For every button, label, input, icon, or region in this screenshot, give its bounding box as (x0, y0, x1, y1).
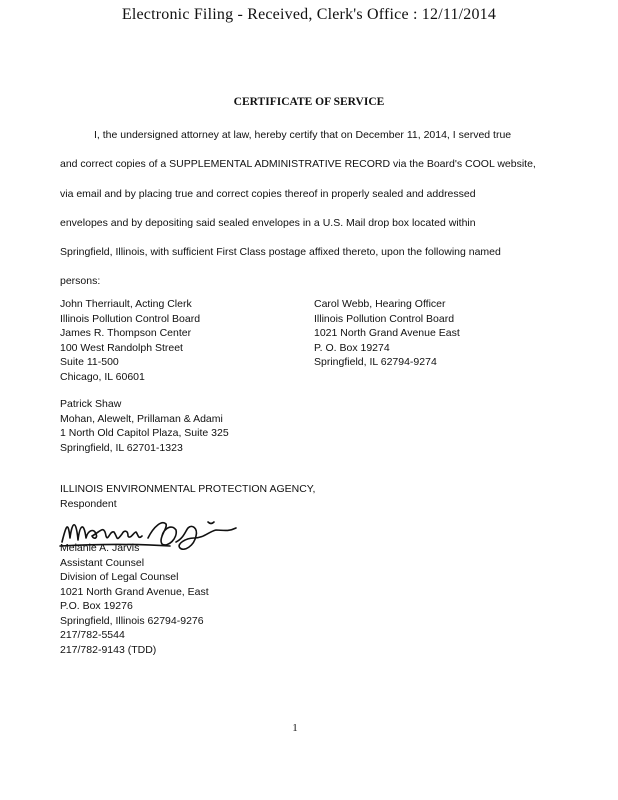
address-line: Chicago, IL 60601 (60, 370, 145, 383)
signature-stroke (62, 525, 142, 542)
address-line: Springfield, IL 62794-9274 (314, 356, 437, 368)
certificate-body (60, 121, 548, 297)
address-line: 100 West Randolph Street (60, 341, 183, 354)
address-line: Carol Webb, Hearing Officer (314, 298, 446, 310)
address-line: 1 North Old Capitol Plaza, Suite 325 (60, 427, 229, 439)
signer-line: 217/782-9143 (TDD) (60, 643, 157, 656)
recipient-hearing-officer-address (314, 297, 460, 370)
address-line: Illinois Pollution Control Board (314, 312, 455, 325)
address-line: John Therriault, Acting Clerk (60, 298, 192, 310)
agency-role: Respondent (60, 497, 117, 510)
body-line: Springfield, Illinois, with sufficient First Class postage affixed thereto, upon the following named (60, 246, 501, 259)
agency-block (60, 482, 315, 511)
body-line: and correct copies of a SUPPLEMENTAL ADMINISTRATIVE RECORD via the Board's COOL website, (60, 158, 536, 171)
body-line: envelopes and by depositing said sealed envelopes in a U.S. Mail drop box located within (60, 216, 476, 229)
address-line: Mohan, Alewelt, Prillaman & Adami (60, 412, 223, 425)
body-line: I, the undersigned attorney at law, hereby certify that on December 11, 2014, I served true (94, 129, 512, 141)
signer-line: Springfield, Illinois 62794-9276 (60, 614, 204, 627)
recipient-shaw-address (60, 397, 229, 455)
filing-stamp: Electronic Filing - Received, Clerk's Office : 12/11/2014 (121, 6, 497, 23)
signer-line: Melanie A. Jarvis (60, 542, 140, 554)
signer-line: Division of Legal Counsel (60, 571, 179, 583)
signer-line: Assistant Counsel (60, 556, 145, 569)
signer-line: 1021 North Grand Avenue, East (60, 585, 209, 598)
address-line: Springfield, IL 62701-1323 (60, 441, 183, 454)
body-line: persons: (60, 275, 101, 288)
signer-block (60, 541, 209, 657)
address-line: Illinois Pollution Control Board (60, 312, 201, 325)
signer-line: 217/782-5544 (60, 629, 125, 641)
certificate-title: CERTIFICATE OF SERVICE (233, 96, 385, 108)
recipient-clerk-address (60, 297, 200, 384)
address-line: James R. Thompson Center (60, 327, 192, 339)
page-number: 1 (292, 722, 298, 734)
signature-stroke (208, 522, 214, 524)
address-line: P. O. Box 19274 (314, 341, 390, 354)
body-line: via email and by placing true and correct copies thereof in properly sealed and addressed (60, 187, 476, 200)
address-line: Suite 11-500 (60, 356, 119, 368)
address-line: Patrick Shaw (60, 398, 122, 410)
agency-name: ILLINOIS ENVIRONMENTAL PROTECTION AGENCY, (60, 483, 316, 495)
signer-line: P.O. Box 19276 (60, 600, 133, 612)
address-line: 1021 North Grand Avenue East (314, 327, 460, 339)
